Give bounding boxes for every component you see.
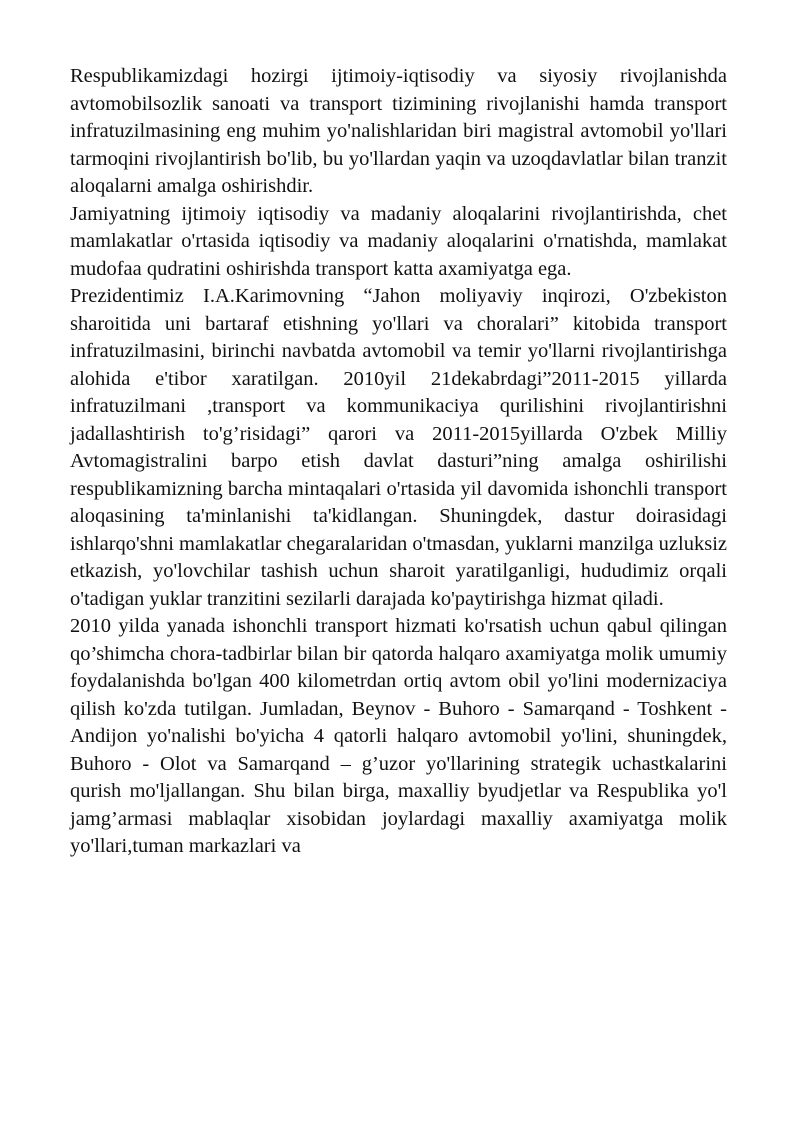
paragraph-4: 2010 yilda yanada ishonchli transport hizmati ko'rsatish uchun qabul qilingan qo’shimcha chora-tadbirlar bilan bir qatorda halqaro axamiyatga molik umumiy foydalanishda bo'lgan 400 kilometrdan ortiq avtom obil yo'lini modernizaciya qilish ko'zda tutilgan. Jumladan, Beynov - Buhoro - Samarqand - Toshkent - Andijon yo'nalishi bo'yicha 4 qatorli halqaro avtomobil yo'lini, shuningdek, Buhoro - Olot va Samarqand – g’uzor yo'llarining strategik uchastkalarini qurish mo'ljallangan. Shu bilan birga, maxalliy byudjetlar va Respublika yo'l jamg’armasi mablaqlar xisobidan joylardagi maxalliy axamiyatga molik yo'llari,tuman markazlari va bbox=[70, 615, 727, 857]
paragraph-2: Jamiyatning ijtimoiy iqtisodiy va madaniy aloqalarini rivojlantirishda, chet mamlakatlar o'rtasida iqtisodiy va madaniy aloqalarini o'rnatishda, mamlakat mudofaa qudratini oshirishda transport katta axamiyatga ega. bbox=[70, 202, 727, 280]
paragraph-3: Prezidentimiz I.A.Karimovning “Jahon moliyaviy inqirozi, O'zbekiston sharoitida uni bartaraf etishning yo'llari va choralari” kitobida transport infratuzilmasini, birinchi navbatda avtomobil va temir yo'llarni rivojlantirishga alohida e'tibor xaratilgan. 2010yil 21dekabrdagi”2011-2015 yillarda infratuzilmani ,transport va kommunikaciya qurilishini rivojlantirishni jadallashtirish to'g’risidagi” qarori va 2011-2015yillarda O'zbek Milliy Avtomagistralini barpo etish davlat dasturi”ning amalga oshirilishi respublikamizning barcha mintaqalari o'rtasida yil davomida ishonchli transport aloqasining ta'minlanishi ta'kidlangan. Shuningdek, dastur doirasidagi ishlarqo'shni mamlakatlar chegaralaridan o'tmasdan, yuklarni manzilga uzluksiz etkazish, yo'lovchilar tashish uchun sharoit yaratilganligi, hududimiz orqali o'tadigan yuklar tranzitini sezilarli darajada ko'paytirishga hizmat qiladi. bbox=[70, 285, 727, 610]
paragraph-1: Respublikamizdagi hozirgi ijtimoiy-iqtisodiy va siyosiy rivojlanishda avtomobilsozlik sanoati va transport tizimining rivojlanishi hamda transport infratuzilmasining eng muhim yo'nalishlaridan biri magistral avtomobil yo'llari tarmoqini rivojlantirish bo'lib, bu yo'llardan yaqin va uzoqdavlatlar bilan tranzit aloqalarni amalga oshirishdir. bbox=[70, 65, 727, 197]
document-page bbox=[70, 63, 727, 861]
